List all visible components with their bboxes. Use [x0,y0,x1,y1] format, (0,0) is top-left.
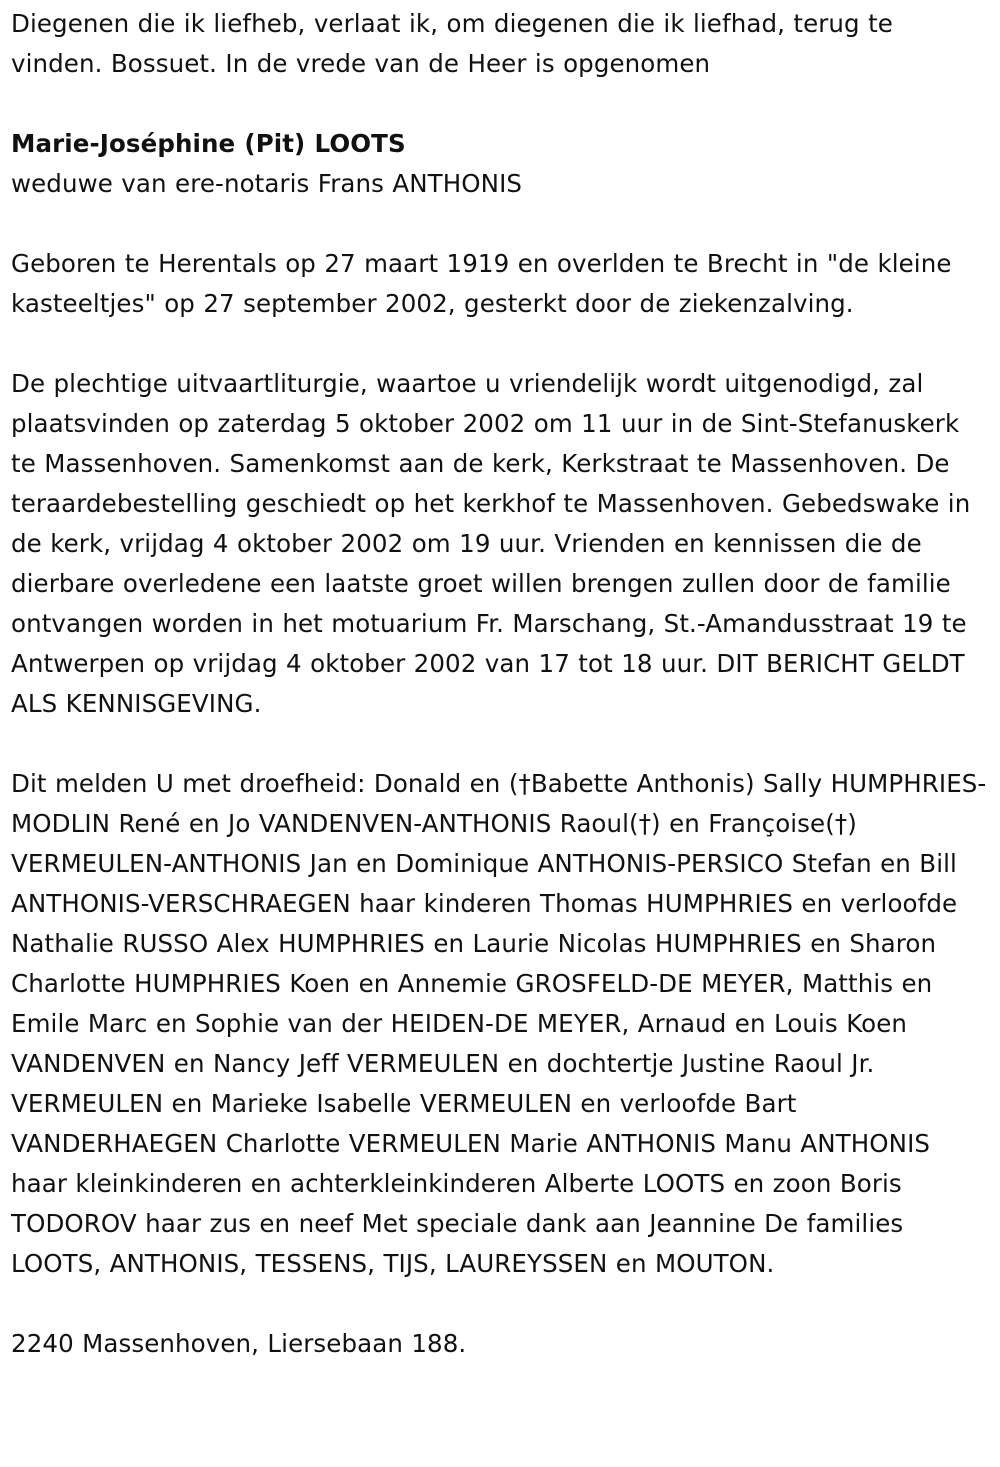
spacer [11,204,992,244]
birth-death-paragraph: Geboren te Herentals op 27 maart 1919 en overlden te Brecht in "de kleine kasteeltjes" op 27 september 2002, gesterkt door de ziekenzalving. [11,249,952,318]
family-announcement-paragraph: Dit melden U met droefheid: Donald en (†Babette Anthonis) Sally HUMPHRIES-MODLIN René en Jo VANDENVEN-ANTHONIS Raoul(†) en Françoise(†) VERMEULEN-ANTHONIS Jan en Dominique ANTHONIS-PERSICO Stefan en Bill ANTHONIS-VERSCHRAEGEN haar kinderen Thomas HUMPHRIES en verloofde Nathalie RUSSO Alex HUMPHRIES en Laurie Nicolas HUMPHRIES en Sharon Charlotte HUMPHRIES Koen en Annemie GROSFELD-DE MEYER, Matthis en Emile Marc en Sophie van der HEIDEN-DE MEYER, Arnaud en Louis Koen VANDENVEN en Nancy Jeff VERMEULEN en dochtertje Justine Raoul Jr. VERMEULEN en Marieke Isabelle VERMEULEN en verloofde Bart VANDERHAEGEN Charlotte VERMEULEN Marie ANTHONIS Manu ANTHONIS haar kleinkinderen en achterkleinkinderen Alberte LOOTS en zoon Boris TODOROV haar zus en neef Met speciale dank aan Jeannine De families LOOTS, ANTHONIS, TESSENS, TIJS, LAUREYSSEN en MOUTON. [11,769,987,1278]
spacer [11,324,992,364]
spacer [11,724,992,764]
deceased-name: Marie-Joséphine (Pit) LOOTS [11,129,406,158]
spacer [11,84,992,124]
opening-quote: Diegenen die ik liefheb, verlaat ik, om diegenen die ik liefhad, terug te vinden. Bossuet. In de vrede van de Heer is opgenomen [11,9,893,78]
spacer [11,1284,992,1324]
address-line: 2240 Massenhoven, Liersebaan 188. [11,1329,467,1358]
funeral-details-paragraph: De plechtige uitvaartliturgie, waartoe u vriendelijk wordt uitgenodigd, zal plaatsvinden op zaterdag 5 oktober 2002 om 11 uur in de Sint-Stefanuskerk te Massenhoven. Samenkomst aan de kerk, Kerkstraat te Massenhoven. De teraardebestelling geschiedt op het kerkhof te Massenhoven. Gebedswake in de kerk, vrijdag 4 oktober 2002 om 19 uur. Vrienden en kennissen die de dierbare overledene een laatste groet willen brengen zullen door de familie ontvangen worden in het motuarium Fr. Marschang, St.-Amandusstraat 19 te Antwerpen op vrijdag 4 oktober 2002 van 17 tot 18 uur. DIT BERICHT GELDT ALS KENNISGEVING. [11,369,971,718]
spouse-relation: weduwe van ere-notaris Frans ANTHONIS [11,169,523,198]
